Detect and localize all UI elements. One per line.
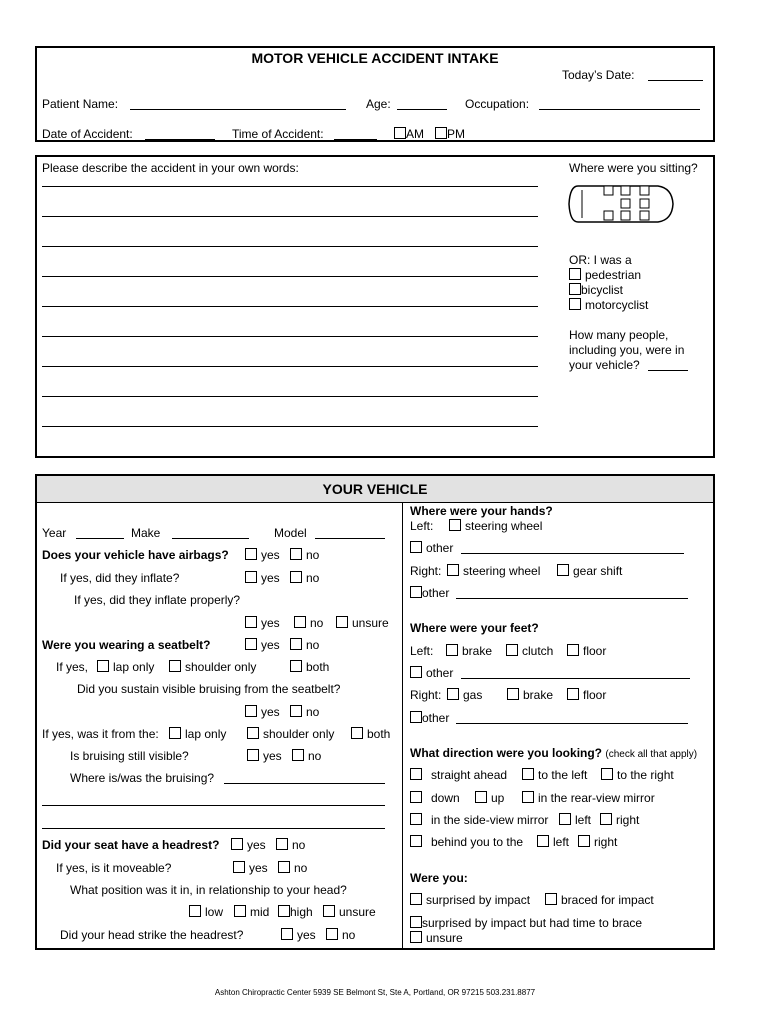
- gear-shift-label: gear shift: [573, 564, 623, 578]
- seat-checkbox[interactable]: [621, 186, 630, 195]
- braced-option[interactable]: [545, 893, 654, 907]
- patient-name-field[interactable]: [130, 109, 346, 110]
- people-question-line3: your vehicle?: [569, 358, 640, 372]
- to-the-right-label: to the right: [617, 768, 674, 782]
- left-foot-other-option[interactable]: [410, 666, 453, 680]
- bruising-no-checkbox[interactable]: [290, 705, 302, 717]
- other-label: other: [426, 541, 454, 555]
- column-divider: [402, 502, 403, 948]
- bicyclist-checkbox[interactable]: [569, 283, 581, 295]
- check-all-note: (check all that apply): [605, 749, 698, 760]
- floor-label: floor: [583, 644, 607, 658]
- bicyclist-label: bicyclist: [581, 283, 624, 297]
- inflate-properly-yes-option[interactable]: [245, 616, 280, 630]
- bruising-line[interactable]: [42, 828, 385, 829]
- steering-wheel-label: steering wheel: [463, 564, 541, 578]
- still-visible-no-checkbox[interactable]: [292, 749, 304, 761]
- headrest-yes-option[interactable]: [231, 838, 266, 852]
- feet-question: Where were your feet?: [410, 621, 539, 635]
- head-strike-no-option[interactable]: [326, 928, 355, 942]
- describe-line[interactable]: [42, 426, 538, 427]
- occupation-field[interactable]: [539, 109, 700, 110]
- vehicle-section: [35, 474, 715, 950]
- still-visible-yes-checkbox[interactable]: [247, 749, 259, 761]
- or-i-was-label: OR: I was a: [569, 253, 632, 267]
- still-visible-yes-option[interactable]: [247, 749, 282, 763]
- seatbelt-no-option[interactable]: [290, 638, 319, 652]
- no-label: no: [306, 638, 320, 652]
- where-bruising-question: Where is/was the bruising?: [70, 771, 215, 785]
- bruise-shoulder-only-option[interactable]: [247, 727, 334, 741]
- headrest-no-checkbox[interactable]: [276, 838, 288, 850]
- people-count-field[interactable]: [648, 370, 688, 371]
- pm-option[interactable]: [435, 127, 465, 141]
- patient-name-label: Patient Name:: [42, 97, 119, 111]
- vehicle-section-header: YOUR VEHICLE: [37, 476, 713, 503]
- moveable-question: If yes, is it moveable?: [56, 861, 172, 875]
- position-question: What position was it in, in relationship to your head?: [70, 883, 347, 897]
- braced-label: braced for impact: [561, 893, 654, 907]
- to-the-right-option[interactable]: [601, 768, 674, 782]
- describe-line[interactable]: [42, 396, 538, 397]
- high-checkbox[interactable]: [278, 905, 290, 917]
- high-option[interactable]: [278, 905, 313, 919]
- seatbelt-yes-checkbox[interactable]: [245, 638, 257, 650]
- left-label: left: [553, 835, 570, 849]
- bruise-source-label: If yes, was it from the:: [42, 727, 159, 741]
- date-of-accident-field[interactable]: [145, 139, 215, 140]
- seat-checkbox[interactable]: [640, 186, 649, 195]
- inflate-no-checkbox[interactable]: [290, 571, 302, 583]
- clutch-label: clutch: [522, 644, 554, 658]
- right-foot-floor-checkbox[interactable]: [567, 688, 579, 700]
- motorcyclist-checkbox[interactable]: [569, 298, 581, 310]
- yes-label: yes: [263, 749, 282, 763]
- yes-label: yes: [261, 571, 280, 585]
- inflate-properly-question: If yes, did they inflate properly?: [74, 593, 241, 607]
- rear-view-option[interactable]: [522, 791, 655, 805]
- inflate-properly-unsure-checkbox[interactable]: [336, 616, 348, 628]
- seat-checkbox[interactable]: [604, 211, 613, 220]
- surprised-brace-label: surprised by impact but had time to brace: [422, 916, 643, 930]
- still-visible-question: Is bruising still visible?: [70, 749, 189, 763]
- no-label: no: [306, 548, 320, 562]
- other-label: other: [422, 586, 450, 600]
- yes-label: yes: [297, 928, 316, 942]
- right-hand-gearshift-checkbox[interactable]: [557, 564, 569, 576]
- time-of-accident-field[interactable]: [334, 139, 377, 140]
- looking-question: What direction were you looking?: [410, 746, 603, 760]
- low-label: low: [205, 905, 224, 919]
- side-view-left-option[interactable]: [559, 813, 591, 827]
- bicyclist-option[interactable]: [569, 283, 623, 297]
- left-foot-other-field[interactable]: [461, 678, 690, 679]
- bruise-shoulder-only-checkbox[interactable]: [247, 727, 259, 739]
- head-strike-no-checkbox[interactable]: [326, 928, 338, 940]
- bruise-both-option[interactable]: [351, 727, 390, 741]
- seat-checkbox[interactable]: [604, 186, 613, 195]
- inflate-properly-no-checkbox[interactable]: [294, 616, 306, 628]
- airbags-yes-option[interactable]: [245, 548, 280, 562]
- age-label: Age:: [366, 97, 391, 111]
- where-bruising-field[interactable]: [224, 783, 385, 784]
- headrest-question: Did your seat have a headrest?: [42, 838, 220, 852]
- describe-line[interactable]: [42, 216, 538, 217]
- no-label: no: [306, 705, 320, 719]
- to-the-right-checkbox[interactable]: [601, 768, 613, 780]
- describe-line[interactable]: [42, 306, 538, 307]
- age-field[interactable]: [397, 109, 447, 110]
- high-label: high: [290, 905, 313, 919]
- right-foot-gas-checkbox[interactable]: [447, 688, 459, 700]
- shoulder-only-option[interactable]: [169, 660, 256, 674]
- bruising-no-option[interactable]: [290, 705, 319, 719]
- side-view-right-checkbox[interactable]: [600, 813, 612, 825]
- lap-only-checkbox[interactable]: [97, 660, 109, 672]
- time-of-accident-label: Time of Accident:: [232, 127, 324, 141]
- position-unsure-checkbox[interactable]: [323, 905, 335, 917]
- describe-line[interactable]: [42, 246, 538, 247]
- right-hand-other-field[interactable]: [456, 598, 688, 599]
- left-hand-other-checkbox[interactable]: [410, 541, 422, 553]
- both-label: both: [367, 727, 391, 741]
- motorcyclist-option[interactable]: [569, 298, 648, 312]
- still-visible-no-option[interactable]: [292, 749, 321, 763]
- inflate-question: If yes, did they inflate?: [60, 571, 180, 585]
- to-the-left-option[interactable]: [522, 768, 587, 782]
- right-label: right: [616, 813, 640, 827]
- bruise-lap-only-option[interactable]: [169, 727, 226, 741]
- mid-option[interactable]: [234, 905, 269, 919]
- behind-option[interactable]: [410, 835, 523, 849]
- bruise-both-checkbox[interactable]: [351, 727, 363, 739]
- sitting-question: Where were you sitting?: [569, 161, 698, 175]
- up-checkbox[interactable]: [475, 791, 487, 803]
- gas-label: gas: [463, 688, 483, 702]
- brake-label: brake: [523, 688, 554, 702]
- seatbelt-question: Were you wearing a seatbelt?: [42, 638, 211, 652]
- up-option[interactable]: [475, 791, 504, 805]
- left-foot-brake-checkbox[interactable]: [446, 644, 458, 656]
- no-label: no: [292, 838, 306, 852]
- inflate-properly-unsure-option[interactable]: [336, 616, 389, 630]
- surprised-brace-checkbox[interactable]: [410, 916, 422, 928]
- hands-question: Where were your hands?: [410, 504, 553, 518]
- am-label: AM: [406, 127, 424, 141]
- seatbelt-yes-option[interactable]: [245, 638, 280, 652]
- mid-checkbox[interactable]: [234, 905, 246, 917]
- describe-line[interactable]: [42, 336, 538, 337]
- down-checkbox[interactable]: [410, 791, 422, 803]
- bruising-yes-option[interactable]: [245, 705, 280, 719]
- lap-only-option[interactable]: [97, 660, 154, 674]
- right-hand-gearshift-option[interactable]: [557, 564, 622, 578]
- bruising-line[interactable]: [42, 805, 385, 806]
- no-label: no: [342, 928, 356, 942]
- left-foot-other-checkbox[interactable]: [410, 666, 422, 678]
- yes-label: yes: [247, 838, 266, 852]
- right-foot-gas-option[interactable]: [447, 688, 482, 702]
- right-foot-brake-option[interactable]: [507, 688, 553, 702]
- headrest-yes-checkbox[interactable]: [231, 838, 243, 850]
- braced-checkbox[interactable]: [545, 893, 557, 905]
- right-hand-other-checkbox[interactable]: [410, 586, 422, 598]
- straight-ahead-checkbox[interactable]: [410, 768, 422, 780]
- describe-prompt: Please describe the accident in your own words:: [42, 161, 299, 175]
- head-strike-yes-checkbox[interactable]: [281, 928, 293, 940]
- right-label: right: [594, 835, 618, 849]
- left-foot-floor-checkbox[interactable]: [567, 644, 579, 656]
- left-hand-other-field[interactable]: [461, 553, 684, 554]
- year-label: Year: [42, 526, 67, 540]
- behind-checkbox[interactable]: [410, 835, 422, 847]
- other-label: other: [422, 711, 450, 725]
- no-label: no: [294, 861, 308, 875]
- looking-question-row: [410, 746, 697, 762]
- yes-label: yes: [261, 705, 280, 719]
- bruise-lap-only-checkbox[interactable]: [169, 727, 181, 739]
- behind-left-option[interactable]: [537, 835, 569, 849]
- yes-label: yes: [261, 638, 280, 652]
- side-view-left-checkbox[interactable]: [559, 813, 571, 825]
- feet-right-label: Right:: [410, 688, 442, 702]
- date-of-accident-label: Date of Accident:: [42, 127, 133, 141]
- both-option[interactable]: [290, 660, 329, 674]
- todays-date-field[interactable]: [648, 80, 703, 81]
- yes-label: yes: [261, 616, 280, 630]
- other-label: other: [426, 666, 454, 680]
- surprised-checkbox[interactable]: [410, 893, 422, 905]
- right-foot-floor-option[interactable]: [567, 688, 606, 702]
- shoulder-only-label: shoulder only: [185, 660, 257, 674]
- low-option[interactable]: [189, 905, 223, 919]
- hands-left-label: Left:: [410, 519, 434, 533]
- low-checkbox[interactable]: [189, 905, 201, 917]
- mid-label: mid: [250, 905, 270, 919]
- model-label: Model: [274, 526, 307, 540]
- side-view-label: in the side-view mirror: [431, 813, 549, 827]
- occupation-label: Occupation:: [465, 97, 530, 111]
- seatbelt-type-label: If yes,: [56, 660, 89, 674]
- surprised-brace-option[interactable]: [410, 916, 642, 930]
- moveable-yes-checkbox[interactable]: [233, 861, 245, 873]
- down-label: down: [431, 791, 460, 805]
- inflate-yes-option[interactable]: [245, 571, 280, 585]
- hands-right-label: Right:: [410, 564, 442, 578]
- airbags-yes-checkbox[interactable]: [245, 548, 257, 560]
- seat-checkbox[interactable]: [621, 199, 630, 208]
- rear-view-label: in the rear-view mirror: [538, 791, 655, 805]
- right-foot-other-checkbox[interactable]: [410, 711, 422, 723]
- describe-line[interactable]: [42, 276, 538, 277]
- right-hand-steering-option[interactable]: [447, 564, 540, 578]
- straight-ahead-option[interactable]: [410, 768, 507, 782]
- left-hand-steering-option[interactable]: [449, 519, 542, 533]
- describe-line[interactable]: [42, 366, 538, 367]
- airbags-question: Does your vehicle have airbags?: [42, 548, 229, 562]
- model-field[interactable]: [315, 538, 385, 539]
- form-title: MOTOR VEHICLE ACCIDENT INTAKE: [251, 50, 499, 66]
- inflate-no-option[interactable]: [290, 571, 319, 585]
- floor-label: floor: [583, 688, 607, 702]
- left-hand-other-option[interactable]: [410, 541, 453, 555]
- make-field[interactable]: [172, 538, 249, 539]
- seatbelt-no-checkbox[interactable]: [290, 638, 302, 650]
- left-foot-brake-option[interactable]: [446, 644, 492, 658]
- moveable-no-checkbox[interactable]: [278, 861, 290, 873]
- moveable-no-option[interactable]: [278, 861, 307, 875]
- both-label: both: [306, 660, 330, 674]
- impact-unsure-checkbox[interactable]: [410, 931, 422, 943]
- shoulder-only-label: shoulder only: [263, 727, 335, 741]
- behind-label: behind you to the: [431, 835, 524, 849]
- to-the-left-checkbox[interactable]: [522, 768, 534, 780]
- behind-left-checkbox[interactable]: [537, 835, 549, 847]
- describe-line[interactable]: [42, 186, 538, 187]
- todays-date-label: Today’s Date:: [562, 68, 635, 82]
- both-checkbox[interactable]: [290, 660, 302, 672]
- am-option[interactable]: [394, 127, 424, 141]
- make-label: Make: [131, 526, 161, 540]
- airbags-no-checkbox[interactable]: [290, 548, 302, 560]
- seat-checkbox[interactable]: [640, 211, 649, 220]
- people-question-line1: How many people,: [569, 328, 669, 342]
- unsure-label: unsure: [426, 931, 463, 945]
- surprised-option[interactable]: [410, 893, 530, 907]
- down-option[interactable]: [410, 791, 460, 805]
- seat-checkbox[interactable]: [640, 199, 649, 208]
- am-checkbox[interactable]: [394, 127, 406, 139]
- position-unsure-option[interactable]: [323, 905, 376, 919]
- right-hand-steering-checkbox[interactable]: [447, 564, 459, 576]
- straight-ahead-label: straight ahead: [431, 768, 508, 782]
- unsure-label: unsure: [339, 905, 376, 919]
- moveable-yes-option[interactable]: [233, 861, 268, 875]
- airbags-no-option[interactable]: [290, 548, 319, 562]
- right-foot-other-option[interactable]: [410, 711, 449, 725]
- inflate-properly-yes-checkbox[interactable]: [245, 616, 257, 628]
- bruising-yes-checkbox[interactable]: [245, 705, 257, 717]
- pedestrian-checkbox[interactable]: [569, 268, 581, 280]
- rear-view-checkbox[interactable]: [522, 791, 534, 803]
- pm-checkbox[interactable]: [435, 127, 447, 139]
- side-view-checkbox[interactable]: [410, 813, 422, 825]
- feet-left-label: Left:: [410, 644, 434, 658]
- no-label: no: [308, 749, 322, 763]
- pm-label: PM: [447, 127, 465, 141]
- left-foot-clutch-option[interactable]: [506, 644, 553, 658]
- inflate-yes-checkbox[interactable]: [245, 571, 257, 583]
- behind-right-checkbox[interactable]: [578, 835, 590, 847]
- bruising-question: Did you sustain visible bruising from the seatbelt?: [77, 682, 341, 696]
- left-label: left: [575, 813, 592, 827]
- right-hand-other-option[interactable]: [410, 586, 449, 600]
- inflate-properly-no-option[interactable]: [294, 616, 323, 630]
- steering-wheel-label: steering wheel: [465, 519, 543, 533]
- side-view-option[interactable]: [410, 813, 548, 827]
- up-label: up: [491, 791, 505, 805]
- right-foot-other-field[interactable]: [456, 723, 688, 724]
- car-seat-diagram: [566, 180, 676, 228]
- pedestrian-label: pedestrian: [585, 268, 642, 282]
- left-foot-clutch-checkbox[interactable]: [506, 644, 518, 656]
- side-view-right-option[interactable]: [600, 813, 639, 827]
- lap-only-label: lap only: [185, 727, 227, 741]
- no-label: no: [306, 571, 320, 585]
- to-the-left-label: to the left: [538, 768, 588, 782]
- lap-only-label: lap only: [113, 660, 155, 674]
- left-foot-floor-option[interactable]: [567, 644, 606, 658]
- headrest-no-option[interactable]: [276, 838, 305, 852]
- head-strike-yes-option[interactable]: [281, 928, 316, 942]
- yes-label: yes: [261, 548, 280, 562]
- seat-checkbox[interactable]: [621, 211, 630, 220]
- no-label: no: [310, 616, 324, 630]
- people-question-line2: including you, were in: [569, 343, 685, 357]
- yes-label: yes: [249, 861, 268, 875]
- left-hand-steering-checkbox[interactable]: [449, 519, 461, 531]
- year-field[interactable]: [76, 538, 124, 539]
- brake-label: brake: [462, 644, 493, 658]
- impact-unsure-option[interactable]: [410, 931, 463, 945]
- footer-address: Ashton Chiropractic Center 5939 SE Belmont St, Ste A, Portland, OR 97215 503.231.8877: [214, 988, 536, 997]
- shoulder-only-checkbox[interactable]: [169, 660, 181, 672]
- motorcyclist-label: motorcyclist: [585, 298, 649, 312]
- unsure-label: unsure: [352, 616, 389, 630]
- head-strike-question: Did your head strike the headrest?: [60, 928, 244, 942]
- pedestrian-option[interactable]: [569, 268, 641, 282]
- were-you-question: Were you:: [410, 871, 468, 885]
- surprised-label: surprised by impact: [426, 893, 531, 907]
- behind-right-option[interactable]: [578, 835, 617, 849]
- right-foot-brake-checkbox[interactable]: [507, 688, 519, 700]
